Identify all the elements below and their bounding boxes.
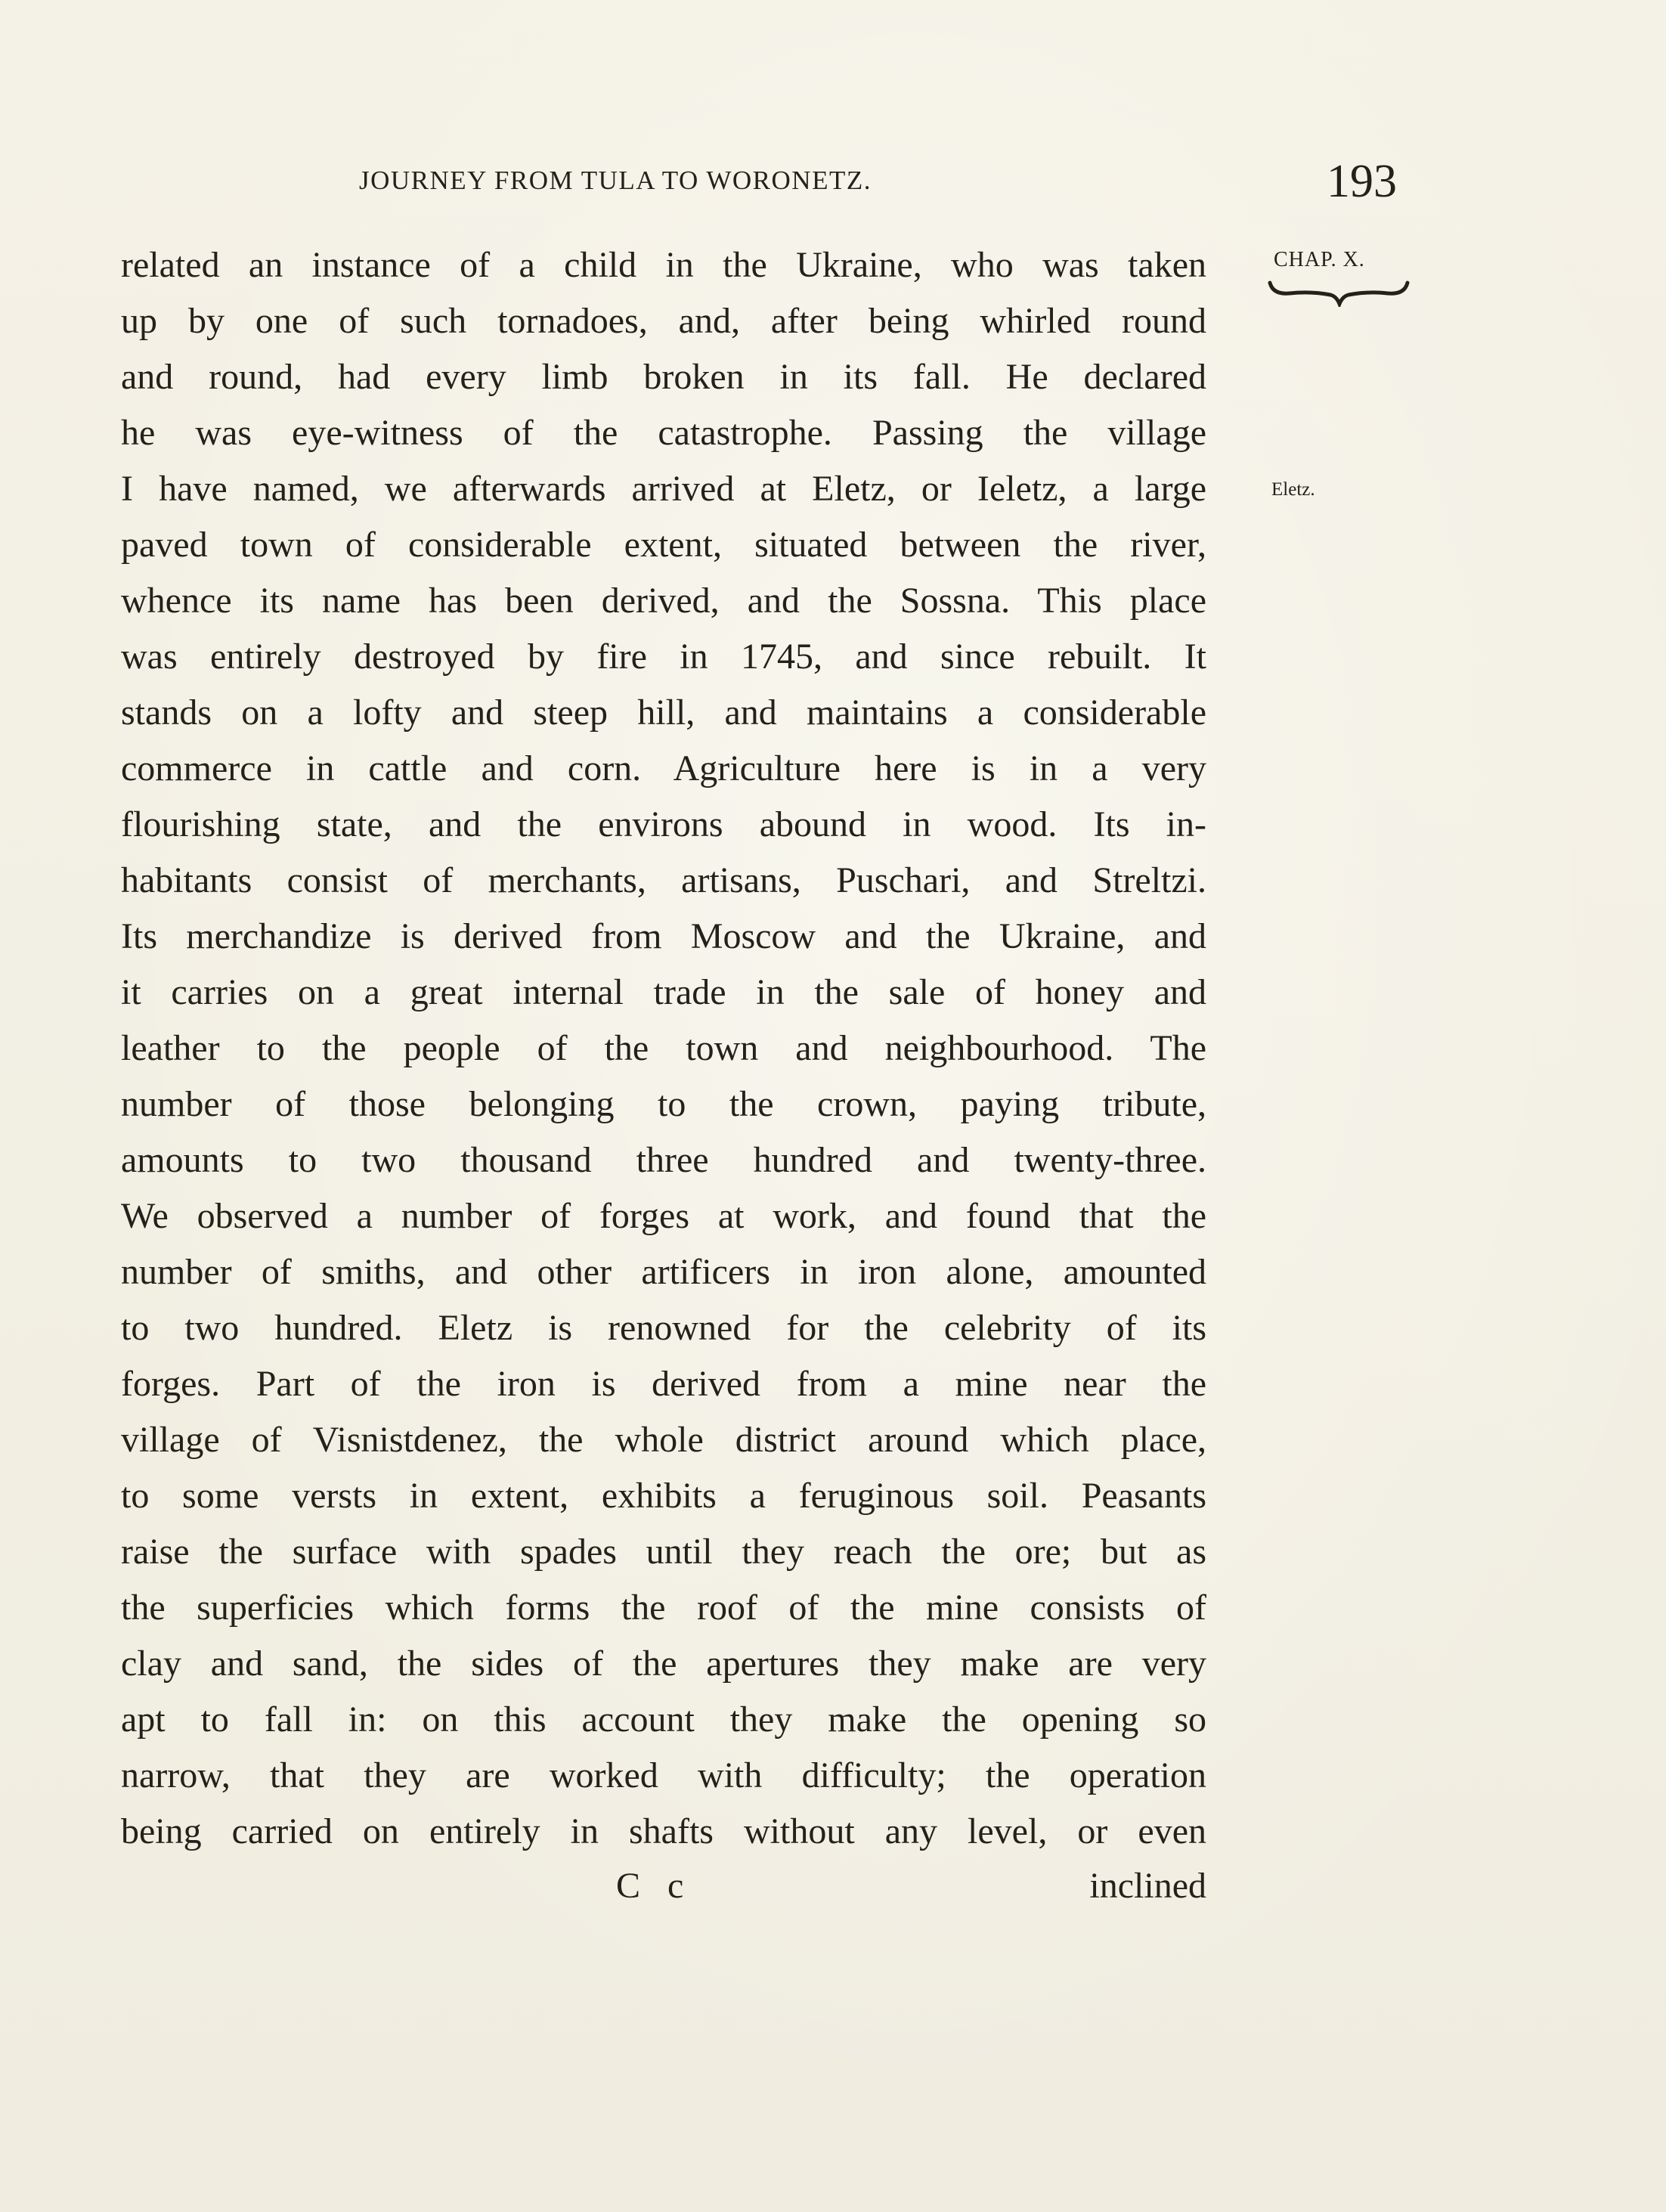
text-line: number of smiths, and other artificers in iron alone, amounted <box>121 1252 1206 1292</box>
text-line: leather to the people of the town and neighbourhood. The <box>121 1028 1206 1068</box>
text-line: village of Visnistdenez, the whole district around which place, <box>121 1420 1206 1460</box>
text-line: up by one of such tornadoes, and, after being whirled round <box>121 301 1206 341</box>
text-line: the superficies which forms the roof of the mine consists of <box>121 1588 1206 1628</box>
text-line: narrow, that they are worked with difficulty; the operation <box>121 1755 1206 1795</box>
chapter-brace-ornament <box>1267 278 1411 307</box>
footer-line <box>121 1863 1206 1912</box>
text-line: I have named, we afterwards arrived at Eletz, or Ieletz, a large <box>121 469 1206 509</box>
text-line: he was eye-witness of the catastrophe. Passing the village <box>121 413 1206 453</box>
text-line: whence its name has been derived, and the Sossna. This place <box>121 581 1206 621</box>
text-line: clay and sand, the sides of the apertures they make are very <box>121 1644 1206 1684</box>
text-line: and round, had every limb broken in its fall. He declared <box>121 357 1206 397</box>
margin-note-eletz: Eletz. <box>1271 479 1315 500</box>
text-line: flourishing state, and the environs abound in wood. Its in- <box>121 804 1206 844</box>
running-head-title: JOURNEY FROM TULA TO WORONETZ. <box>359 166 872 195</box>
text-line: We observed a number of forges at work, and found that the <box>121 1196 1206 1236</box>
text-line: it carries on a great internal trade in the sale of honey and <box>121 972 1206 1012</box>
signature-mark: C c <box>616 1866 693 1906</box>
text-line: commerce in cattle and corn. Agriculture here is in a very <box>121 748 1206 788</box>
text-line: habitants consist of merchants, artisans, Puschari, and Streltzi. <box>121 860 1206 900</box>
text-line: to some versts in extent, exhibits a feruginous soil. Peasants <box>121 1476 1206 1516</box>
catchword: inclined <box>1089 1866 1206 1906</box>
text-line: number of those belonging to the crown, paying tribute, <box>121 1084 1206 1124</box>
text-line: was entirely destroyed by fire in 1745, and since rebuilt. It <box>121 637 1206 677</box>
text-line: to two hundred. Eletz is renowned for the celebrity of its <box>121 1308 1206 1348</box>
body-text <box>121 243 1206 1865</box>
text-line: raise the surface with spades until they reach the ore; but as <box>121 1532 1206 1572</box>
page-number: 193 <box>1327 156 1397 207</box>
margin-chapter-label: CHAP. X. <box>1274 248 1365 271</box>
text-line: amounts to two thousand three hundred and twenty-three. <box>121 1140 1206 1180</box>
text-line: Its merchandize is derived from Moscow and the Ukraine, and <box>121 916 1206 956</box>
text-line: apt to fall in: on this account they make the opening so <box>121 1699 1206 1740</box>
text-line: being carried on entirely in shafts without any level, or even <box>121 1811 1206 1851</box>
text-line: paved town of considerable extent, situated between the river, <box>121 525 1206 565</box>
text-line: forges. Part of the iron is derived from a mine near the <box>121 1364 1206 1404</box>
text-line: related an instance of a child in the Ukraine, who was taken <box>121 245 1206 285</box>
text-line: stands on a lofty and steep hill, and maintains a considerable <box>121 692 1206 733</box>
